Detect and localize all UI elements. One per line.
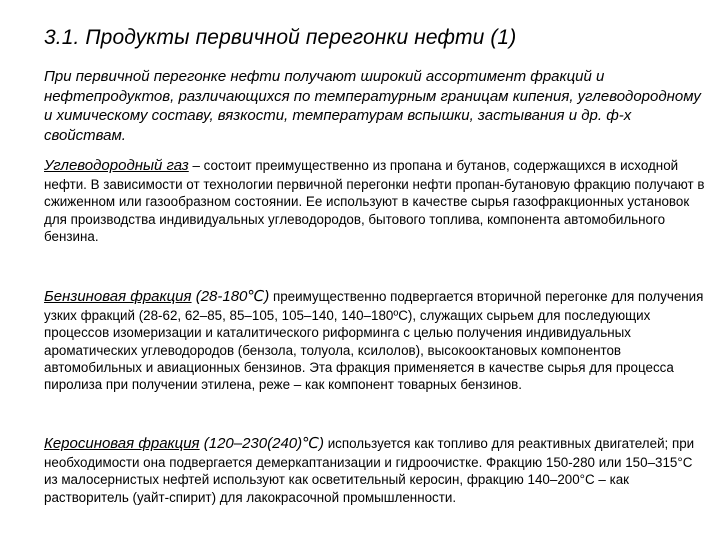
section-heading — [44, 288, 269, 305]
section-hydrocarbon-gas — [44, 156, 708, 245]
section-body: содержащихся в исходной нефти. В зависимости от технологии первичной перегонки нефти пропан-бутановую фракцию получают в сжиженном или газообразном состоянии. Ее используют в качестве сырья газофракционных установок для производства индивидуальных углеводородов, бытового топлива, компонента автомобильного бензина. — [44, 158, 705, 244]
section-gasoline-fraction — [44, 287, 708, 393]
section-lead: – состоит преимущественно из пропана и бутанов, — [188, 158, 510, 173]
section-term: Углеводородный газ — [44, 157, 189, 174]
section-term: Бензиновая фракция — [44, 288, 192, 305]
section-range: (28-180℃) — [191, 288, 270, 305]
section-term: Керосиновая фракция — [44, 435, 200, 452]
section-body: перегонке для получения узких фракций (28-62, 62–85, 85–105, 105–140, 140–180ºС), служащих сырьем для последующих процессов изомеризации и каталитического риформинга с целью получения индивидуальных ароматических углеводородов (бензола, толуола, ксилолов), высокооктановых компонентов автомобильных и авиационных бензинов. Эта фракция применяется в качестве сырья для процесса пиролиза при получении этилена, реже – как компонент товарных бензинов. — [44, 289, 704, 393]
section-heading — [44, 157, 189, 174]
intro-paragraph: При первичной перегонке нефти получают широкий ассортимент фракций и нефтепродуктов, различающихся по температурным границам кипения, углеводородному и химическому составу, вязкости, температурам вспышки, застывания и др. ф-х свойствам. — [44, 68, 701, 144]
section-heading — [44, 435, 324, 452]
section-lead: используется как топливо для — [323, 436, 515, 451]
section-body: реактивных двигателей; при необходимости она подвергается демеркаптанизации и гидроочистке. Фракцию 150-280 или 150–315°С из малосернистых нефтей используют как осветительный керосин, фракцию 140–200°С – как растворитель (уайт-спирит) для лакокрасочной промышленности. — [44, 436, 695, 505]
section-range: (120–230(240)℃) — [199, 435, 324, 452]
section-lead: преимущественно подвергается вторичной — [269, 289, 542, 304]
slide-title: 3.1. Продукты первичной перегонки нефти (1) — [44, 26, 517, 49]
section-kerosene-fraction — [44, 434, 708, 506]
